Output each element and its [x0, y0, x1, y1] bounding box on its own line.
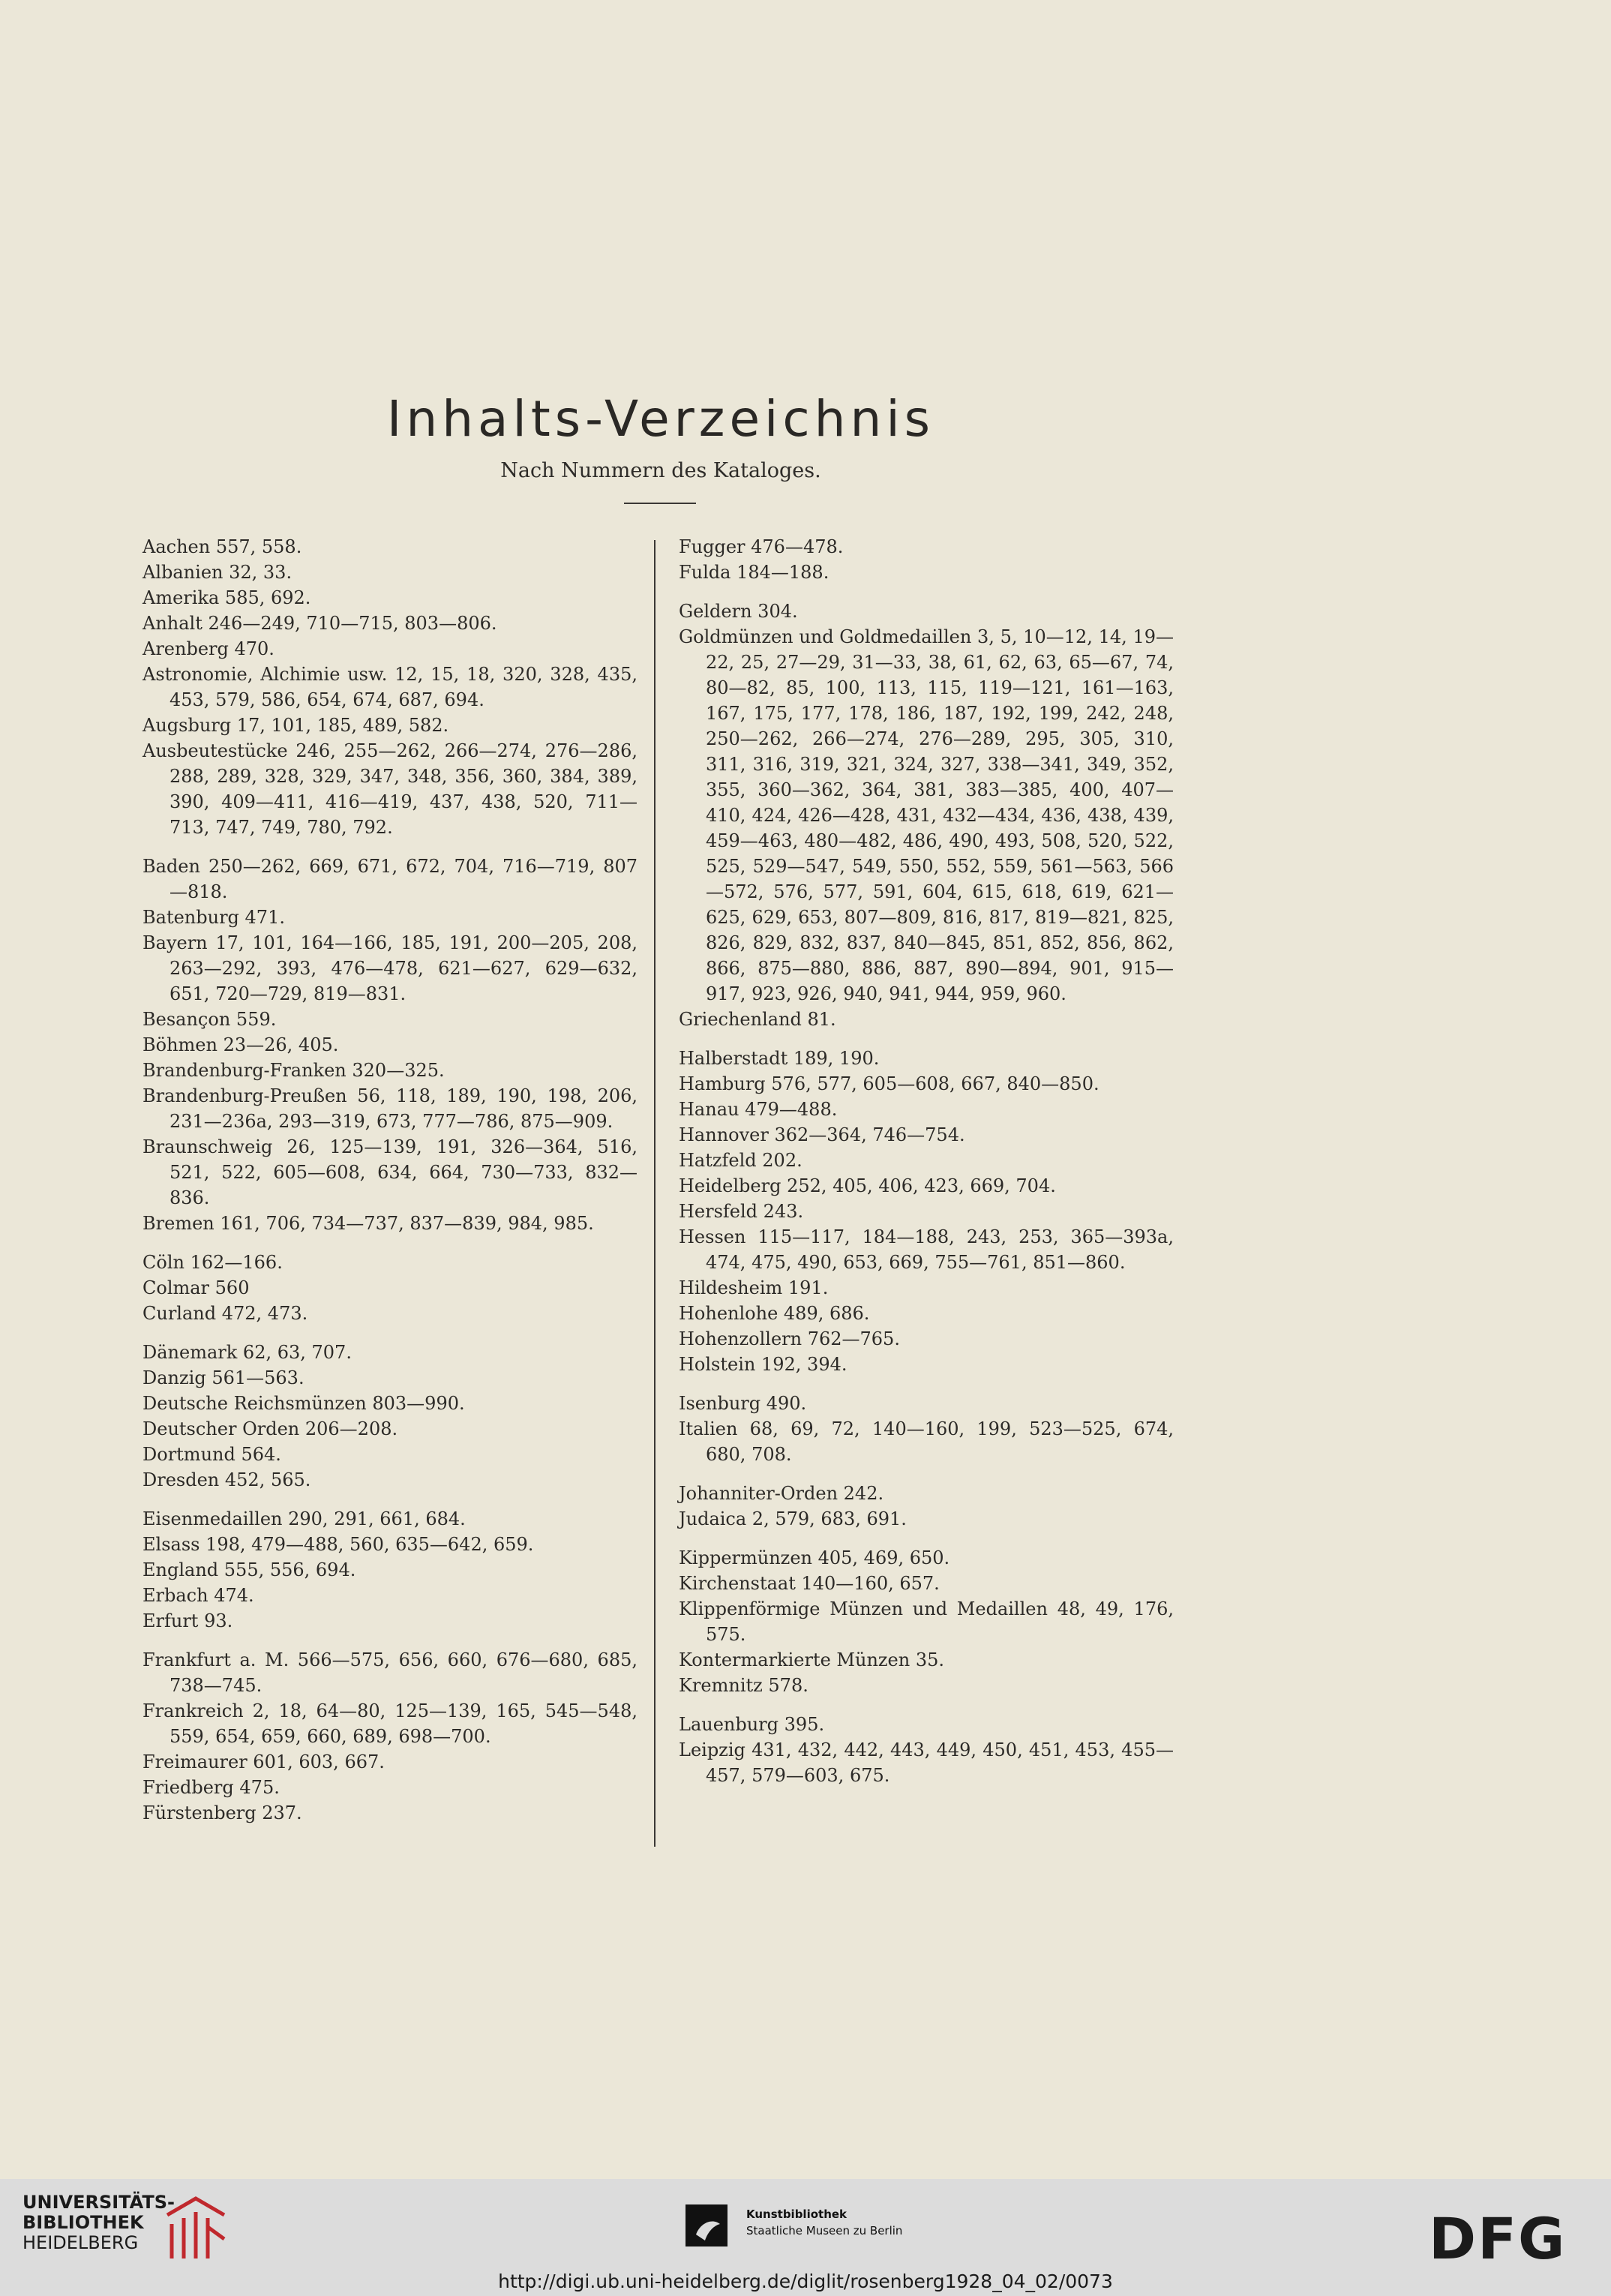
index-entry: Hamburg 576, 577, 605—608, 667, 840—850.: [679, 1073, 1100, 1094]
index-entry: Geldern 304.: [679, 601, 798, 622]
index-entry: Bremen 161, 706, 734—737, 837—839, 984, 985.: [142, 1213, 594, 1234]
index-entry: Hanau 479—488.: [679, 1099, 838, 1120]
university-library-logo[interactable]: [22, 2192, 248, 2275]
index-entry: Hohenlohe 489, 686.: [679, 1303, 870, 1324]
index-entry: Brandenburg-Preußen 56, 118, 189, 190, 198, 206, 231—236a, 293—319, 673, 777—786, 875—909.: [142, 1085, 638, 1132]
index-entry: Colmar 560: [142, 1277, 250, 1298]
index-entry: Anhalt 246—249, 710—715, 803—806.: [142, 613, 497, 634]
dfg-logo[interactable]: DFG: [1429, 2205, 1567, 2272]
index-entry: Isenburg 490.: [679, 1393, 807, 1414]
index-entry: Augsburg 17, 101, 185, 489, 582.: [142, 715, 449, 736]
index-group: [142, 534, 638, 840]
index-entry: Dänemark 62, 63, 707.: [142, 1342, 352, 1363]
index-entry: Baden 250—262, 669, 671, 672, 704, 716—719, 807—818.: [142, 856, 638, 902]
index-entry: Erfurt 93.: [142, 1610, 233, 1631]
index-group: [679, 1712, 1174, 1788]
kunstbibliothek-wordmark: [746, 2206, 902, 2239]
index-entry: Leipzig 431, 432, 442, 443, 449, 450, 451, 453, 455—457, 579—603, 675.: [679, 1739, 1174, 1786]
index-entry: Braunschweig 26, 125—139, 191, 326—364, 516, 521, 522, 605—608, 634, 664, 730—733, 832—836.: [142, 1136, 638, 1208]
index-entry: Bayern 17, 101, 164—166, 185, 191, 200—205, 208, 263—292, 393, 476—478, 621—627, 629—632, 651, 720—729, 819—831.: [142, 932, 638, 1004]
index-entry: Kontermarkierte Münzen 35.: [679, 1649, 945, 1670]
uni-line-1: UNIVERSITÄTS-: [22, 2192, 176, 2213]
index-group: [679, 1545, 1174, 1698]
index-entry: Eisenmedaillen 290, 291, 661, 684.: [142, 1508, 466, 1529]
page-subtitle: Nach Nummern des Kataloges.: [500, 459, 821, 482]
index-entry: Cöln 162—166.: [142, 1252, 283, 1273]
index-entry: Griechenland 81.: [679, 1009, 836, 1030]
index-group: [142, 854, 638, 1236]
kb-line-2: Staatliche Museen zu Berlin: [746, 2224, 903, 2237]
index-entry: Judaica 2, 579, 683, 691.: [679, 1508, 907, 1529]
index-entry: England 555, 556, 694.: [142, 1559, 356, 1580]
index-entry: Lauenburg 395.: [679, 1714, 825, 1735]
index-entry: Hildesheim 191.: [679, 1277, 829, 1298]
index-entry: Frankfurt a. M. 566—575, 656, 660, 676—680, 685, 738—745.: [142, 1649, 638, 1696]
kb-line-1: Kunstbibliothek: [746, 2207, 848, 2221]
kunstbibliothek-logo[interactable]: [682, 2201, 952, 2254]
index-group: [679, 1391, 1174, 1467]
index-entry: Curland 472, 473.: [142, 1303, 308, 1324]
page-title: Inhalts-Verzeichnis: [386, 390, 935, 448]
index-entry: Elsass 198, 479—488, 560, 635—642, 659.: [142, 1534, 534, 1555]
index-entry: Hersfeld 243.: [679, 1201, 804, 1222]
index-entry: Amerika 585, 692.: [142, 587, 311, 608]
index-column-left: [142, 534, 638, 1839]
index-entry: Hatzfeld 202.: [679, 1150, 802, 1171]
index-entry: Danzig 561—563.: [142, 1367, 304, 1388]
index-entry: Fulda 184—188.: [679, 562, 830, 583]
university-library-wordmark: [22, 2192, 175, 2253]
index-entry: Johanniter-Orden 242.: [679, 1483, 884, 1504]
index-column-right: [679, 534, 1174, 1802]
index-entry: Hessen 115—117, 184—188, 243, 253, 365—393a, 474, 475, 490, 653, 669, 755—761, 851—860.: [679, 1226, 1174, 1273]
index-entry: Böhmen 23—26, 405.: [142, 1034, 339, 1055]
index-entry: Goldmünzen und Goldmedaillen 3, 5, 10—12, 14, 19—22, 25, 27—29, 31—33, 38, 61, 62, 63, 65—67, 74, 80—82, 85, 100, 113, 115, 119—121, 161—163, 167, 175, 177, 178, 186, 187, 192, 199, 242, 248, 250—262, 266—274, 276—289, 295, 305, 310, 311, 316, 319, 321, 324, 327, 338—341, 349, 352, 355, 360—362, 364, 381, 383—385, 400, 407—410, 424, 426—428, 431, 432—434, 436, 438, 439, 459—463, 480—482, 486, 490, 493, 508, 520, 522, 525, 529—547, 549, 550, 552, 559, 561—563, 566—572, 576, 577, 591, 604, 615, 618, 619, 621—625, 629, 653, 807—809, 816, 817, 819—821, 825, 826, 829, 832, 837, 840—845, 851, 852, 856, 862, 866, 875—880, 886, 887, 890—894, 901, 915—917, 923, 926, 940, 941, 944, 959, 960.: [679, 626, 1174, 1004]
index-group: [679, 534, 1174, 585]
index-entry: Brandenburg-Franken 320—325.: [142, 1060, 445, 1081]
title-rule: [624, 503, 696, 504]
kunstbibliothek-emblem-icon: [682, 2201, 730, 2249]
index-group: [142, 1506, 638, 1634]
index-entry: Frankreich 2, 18, 64—80, 125—139, 165, 545—548, 559, 654, 659, 660, 689, 698—700.: [142, 1700, 638, 1747]
index-entry: Batenburg 471.: [142, 907, 285, 928]
index-entry: Kippermünzen 405, 469, 650.: [679, 1547, 950, 1568]
uni-line-2: BIBLIOTHEK: [22, 2212, 144, 2233]
index-entry: Dresden 452, 565.: [142, 1469, 311, 1490]
index-entry: Kirchenstaat 140—160, 657.: [679, 1573, 940, 1594]
index-entry: Italien 68, 69, 72, 140—160, 199, 523—525, 674, 680, 708.: [679, 1418, 1174, 1465]
index-entry: Arenberg 470.: [142, 638, 274, 659]
index-group: [142, 1647, 638, 1826]
index-entry: Deutsche Reichsmünzen 803—990.: [142, 1393, 465, 1414]
index-entry: Hohenzollern 762—765.: [679, 1328, 900, 1349]
index-entry: Aachen 557, 558.: [142, 536, 302, 557]
index-entry: Klippenförmige Münzen und Medaillen 48, 49, 176, 575.: [679, 1598, 1174, 1645]
index-entry: Fugger 476—478.: [679, 536, 844, 557]
index-entry: Kremnitz 578.: [679, 1675, 808, 1696]
index-entry: Erbach 474.: [142, 1585, 254, 1606]
index-group: [142, 1250, 638, 1326]
source-url[interactable]: http://digi.ub.uni-heidelberg.de/diglit/rosenberg1928_04_02/0073: [498, 2270, 1113, 2292]
index-entry: Freimaurer 601, 603, 667.: [142, 1751, 385, 1772]
index-entry: Besançon 559.: [142, 1009, 277, 1030]
index-entry: Albanien 32, 33.: [142, 562, 292, 583]
index-entry: Deutscher Orden 206—208.: [142, 1418, 398, 1439]
index-group: [679, 599, 1174, 1032]
university-emblem-icon: [161, 2194, 229, 2261]
index-entry: Heidelberg 252, 405, 406, 423, 669, 704.: [679, 1175, 1056, 1196]
index-entry: Astronomie, Alchimie usw. 12, 15, 18, 320, 328, 435, 453, 579, 586, 654, 674, 687, 694.: [142, 664, 638, 710]
index-group: [142, 1340, 638, 1493]
index-entry: Dortmund 564.: [142, 1444, 281, 1465]
index-entry: Fürstenberg 237.: [142, 1802, 302, 1823]
column-divider: [654, 540, 656, 1847]
index-group: [679, 1481, 1174, 1532]
index-entry: Ausbeutestücke 246, 255—262, 266—274, 276—286, 288, 289, 328, 329, 347, 348, 356, 360, 384, 389, 390, 409—411, 416—419, 437, 438, 520, 711—713, 747, 749, 780, 792.: [142, 740, 638, 838]
index-entry: Halberstadt 189, 190.: [679, 1048, 880, 1069]
index-entry: Holstein 192, 394.: [679, 1354, 848, 1375]
index-entry: Hannover 362—364, 746—754.: [679, 1124, 965, 1145]
index-group: [679, 1046, 1174, 1377]
footer-bar: [0, 2179, 1611, 2296]
uni-line-3: HEIDELBERG: [22, 2232, 139, 2253]
index-entry: Friedberg 475.: [142, 1777, 280, 1798]
